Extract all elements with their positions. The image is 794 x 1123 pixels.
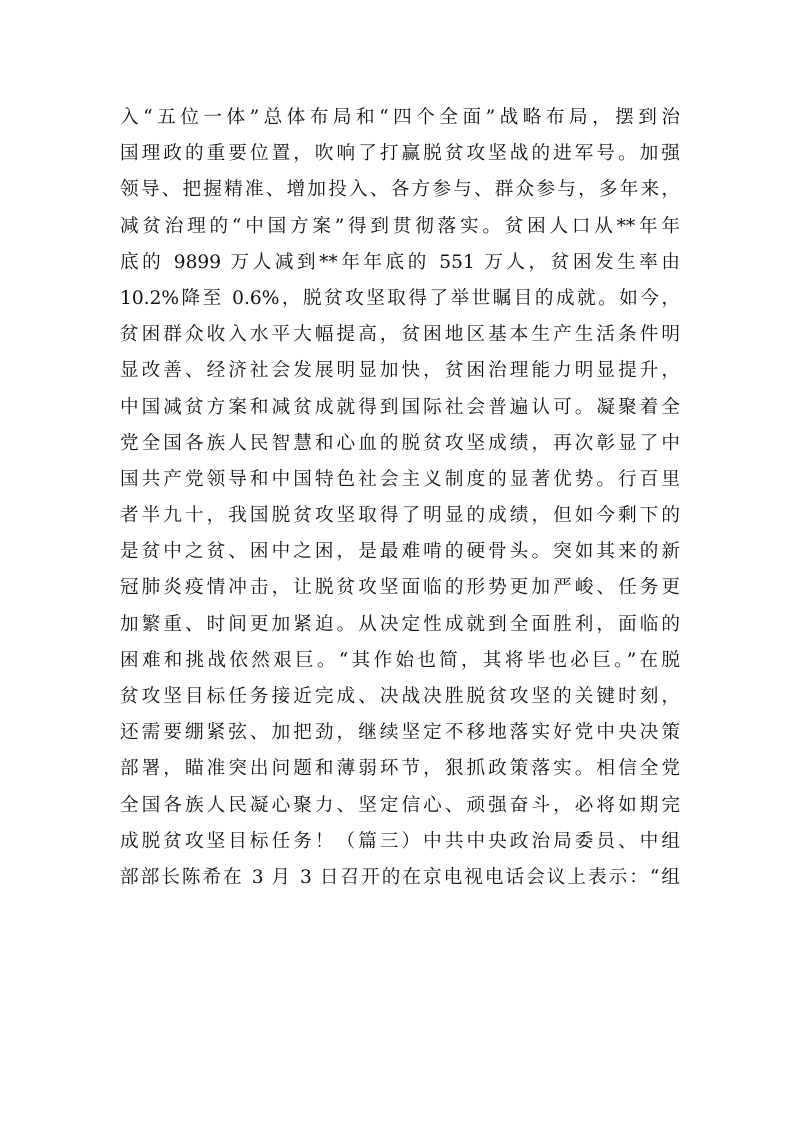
text-line: 领导、把握精准、增加投入、各方参与、群众参与，多年来， [120,179,680,201]
body-text [120,100,680,896]
text-line: 贫困群众收入水平大幅提高，贫困地区基本生产生活条件明 [120,324,680,346]
text-line: 10.2%降至 0.6%，脱贫攻坚取得了举世瞩目的成就。如今， [120,287,680,309]
text-line: 国共产党领导和中国特色社会主义制度的显著优势。行百里 [120,468,680,490]
text-line: 国理政的重要位置，吹响了打赢脱贫攻坚战的进军号。加强 [120,143,680,165]
text-line: 困难和挑战依然艰巨。“其作始也简，其将毕也必巨。”在脱 [120,649,680,671]
text-line: 党全国各族人民智慧和心血的脱贫攻坚成绩，再次彰显了中 [120,432,680,454]
text-line: 部署，瞄准突出问题和薄弱环节，狠抓政策落实。相信全党 [120,758,680,780]
text-line: 者半九十，我国脱贫攻坚取得了明显的成绩，但如今剩下的 [120,505,680,527]
text-line: 显改善、经济社会发展明显加快，贫困治理能力明显提升， [120,360,680,382]
text-line: 全国各族人民凝心聚力、坚定信心、顽强奋斗，必将如期完 [120,794,680,816]
text-line: 还需要绷紧弦、加把劲，继续坚定不移地落实好党中央决策 [120,722,680,744]
text-line: 减贫治理的“中国方案”得到贯彻落实。贫困人口从**年年 [120,215,680,237]
text-line: 加繁重、时间更加紧迫。从决定性成就到全面胜利，面临的 [120,613,680,635]
text-line: 入“五位一体”总体布局和“四个全面”战略布局，摆到治 [120,107,680,128]
text-line: 部部长陈希在 3 月 3 日召开的在京电视电话会议上表示：“组 [120,866,680,888]
text-line: 中国减贫方案和减贫成就得到国际社会普遍认可。凝聚着全 [120,396,680,418]
text-line: 是贫中之贫、困中之困，是最难啃的硬骨头。突如其来的新 [120,541,680,563]
text-line: 贫攻坚目标任务接近完成、决战决胜脱贫攻坚的关键时刻， [120,686,680,707]
text-line: 底的 9899 万人减到**年年底的 551 万人，贫困发生率由 [120,251,680,273]
text-line: 成脱贫攻坚目标任务！（篇三）中共中央政治局委员、中组 [120,830,680,852]
text-line: 冠肺炎疫情冲击，让脱贫攻坚面临的形势更加严峻、任务更 [120,577,680,599]
